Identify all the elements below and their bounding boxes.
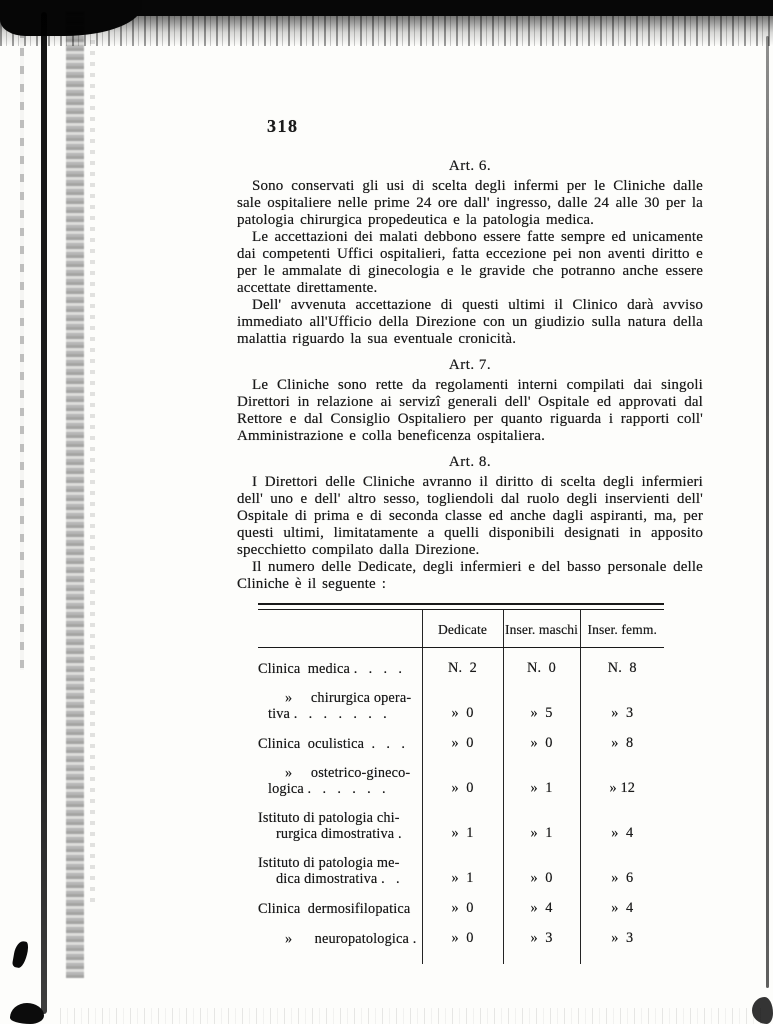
table-row [258, 759, 664, 804]
table-rule-extension [258, 954, 664, 964]
cell-inser-femm: » 8 [580, 729, 664, 759]
article-8-heading: Art. 8. [448, 454, 492, 470]
scan-bottom-speckle [60, 1008, 761, 1024]
table-row [258, 684, 664, 729]
cell-inser-maschi: N. 0 [503, 648, 580, 685]
cell-inser-femm: N. 8 [580, 648, 664, 685]
scan-binding-streak-noise [66, 12, 84, 978]
cell-dedicate: » 0 [422, 924, 503, 954]
cell-inser-maschi: » 1 [503, 759, 580, 804]
table-top-double-rule [258, 603, 664, 610]
cell-inser-femm: » 12 [580, 759, 664, 804]
header-inser-femm: Inser. femm. [580, 610, 664, 648]
article-8 [237, 454, 703, 593]
article-7 [237, 357, 703, 445]
article-6 [237, 158, 703, 348]
scan-binding-gutter [0, 0, 100, 1024]
row-label: » ostetrico-gineco- logica . . . . . . [268, 765, 411, 797]
cell-inser-femm: » 6 [580, 849, 664, 894]
cell-inser-maschi: » 0 [503, 849, 580, 894]
table-row [258, 924, 664, 954]
cell-dedicate: » 0 [422, 729, 503, 759]
row-label: Clinica oculistica . . . [258, 736, 406, 752]
table-row [258, 849, 664, 894]
scan-binding-streak-light [20, 30, 24, 670]
row-label: » chirurgica opera- tiva . . . . . . . [268, 690, 412, 722]
paragraph: Il numero delle Dedicate, degli infermieri e del basso personale delle Cliniche è il seguente : [237, 559, 703, 592]
row-label: Istituto di patologia me- dica dimostrativa . . [258, 855, 400, 887]
table-row [258, 804, 664, 849]
row-label: Clinica medica . . . . [258, 661, 403, 677]
paragraph: I Direttori delle Cliniche avranno il diritto di scelta degli infermieri dell' uno e dell' altro sesso, togliendoli dal ruolo degli inservienti dell' Ospitale di prima e di seconda classe ed anche dagli aspiranti, ma, per questi ultimi, limitatamente a quelli disponibili designati in apposito specchietto compilato dalla Direzione. [237, 474, 703, 558]
cell-dedicate: » 0 [422, 684, 503, 729]
table-row [258, 894, 664, 924]
scan-right-edge-streak [766, 36, 769, 988]
cell-inser-maschi: » 3 [503, 924, 580, 954]
paragraph: Le Cliniche sono rette da regolamenti interni compilati dai singoli Direttori in relazione ai servizî generali dell' Ospitale ed approvati dal Rettore e dal Consiglio Ospitaliero per quanto riguarda i rapporti coll' Amministrazione e colla beneficenza ospitaliera. [237, 377, 703, 444]
paragraph: Sono conservati gli usi di scelta degli infermi per le Cliniche dalle sale ospitaliere nelle prime 24 ore dall' ingresso, dalle 24 alle 30 per la patologia chirurgica propedeutica e la patologia medica. [237, 178, 703, 228]
scan-ink-blob-bottom-left [10, 1003, 44, 1024]
cell-dedicate: » 0 [422, 894, 503, 924]
header-empty [258, 610, 422, 648]
cell-inser-maschi: » 0 [503, 729, 580, 759]
cell-inser-femm: » 4 [580, 894, 664, 924]
table-row [258, 729, 664, 759]
cell-inser-femm: » 3 [580, 684, 664, 729]
row-label: » neuropatologica . [285, 931, 417, 947]
cell-dedicate: N. 2 [422, 648, 503, 685]
page-text-block [237, 116, 703, 964]
scan-binding-streak-faint [90, 40, 95, 904]
row-label: Clinica dermosifilopatica [258, 901, 411, 917]
page-number: 318 [267, 116, 299, 136]
table-header-row [258, 610, 664, 648]
cell-dedicate: » 1 [422, 849, 503, 894]
cell-dedicate: » 1 [422, 804, 503, 849]
paragraph: Dell' avvenuta accettazione di questi ultimi il Clinico darà avviso immediato all'Ufficio della Direzione con un giudizio sulla natura della malattia riguardo la sua eventuale cronicità. [237, 297, 703, 347]
cell-inser-maschi: » 4 [503, 894, 580, 924]
paragraph: Le accettazioni dei malati debbono essere fatte sempre ed unicamente dai competenti Uffici ospitalieri, fatta eccezione pei non aventi diritto e per le ammalate di ginecologia e le gravide che potranno anche essere accettate direttamente. [237, 229, 703, 296]
table-row [258, 648, 664, 685]
cell-inser-maschi: » 5 [503, 684, 580, 729]
article-7-heading: Art. 7. [448, 357, 492, 373]
article-6-heading: Art. 6. [448, 158, 492, 174]
row-label: Istituto di patologia chi- rurgica dimostrativa . [258, 810, 402, 842]
clinics-staff-table [258, 603, 664, 964]
cell-inser-femm: » 3 [580, 924, 664, 954]
header-inser-maschi: Inser. maschi [503, 610, 580, 648]
cell-inser-femm: » 4 [580, 804, 664, 849]
header-dedicate: Dedicate [422, 610, 503, 648]
scan-binding-streak-dark [41, 12, 47, 1014]
cell-dedicate: » 0 [422, 759, 503, 804]
cell-inser-maschi: » 1 [503, 804, 580, 849]
